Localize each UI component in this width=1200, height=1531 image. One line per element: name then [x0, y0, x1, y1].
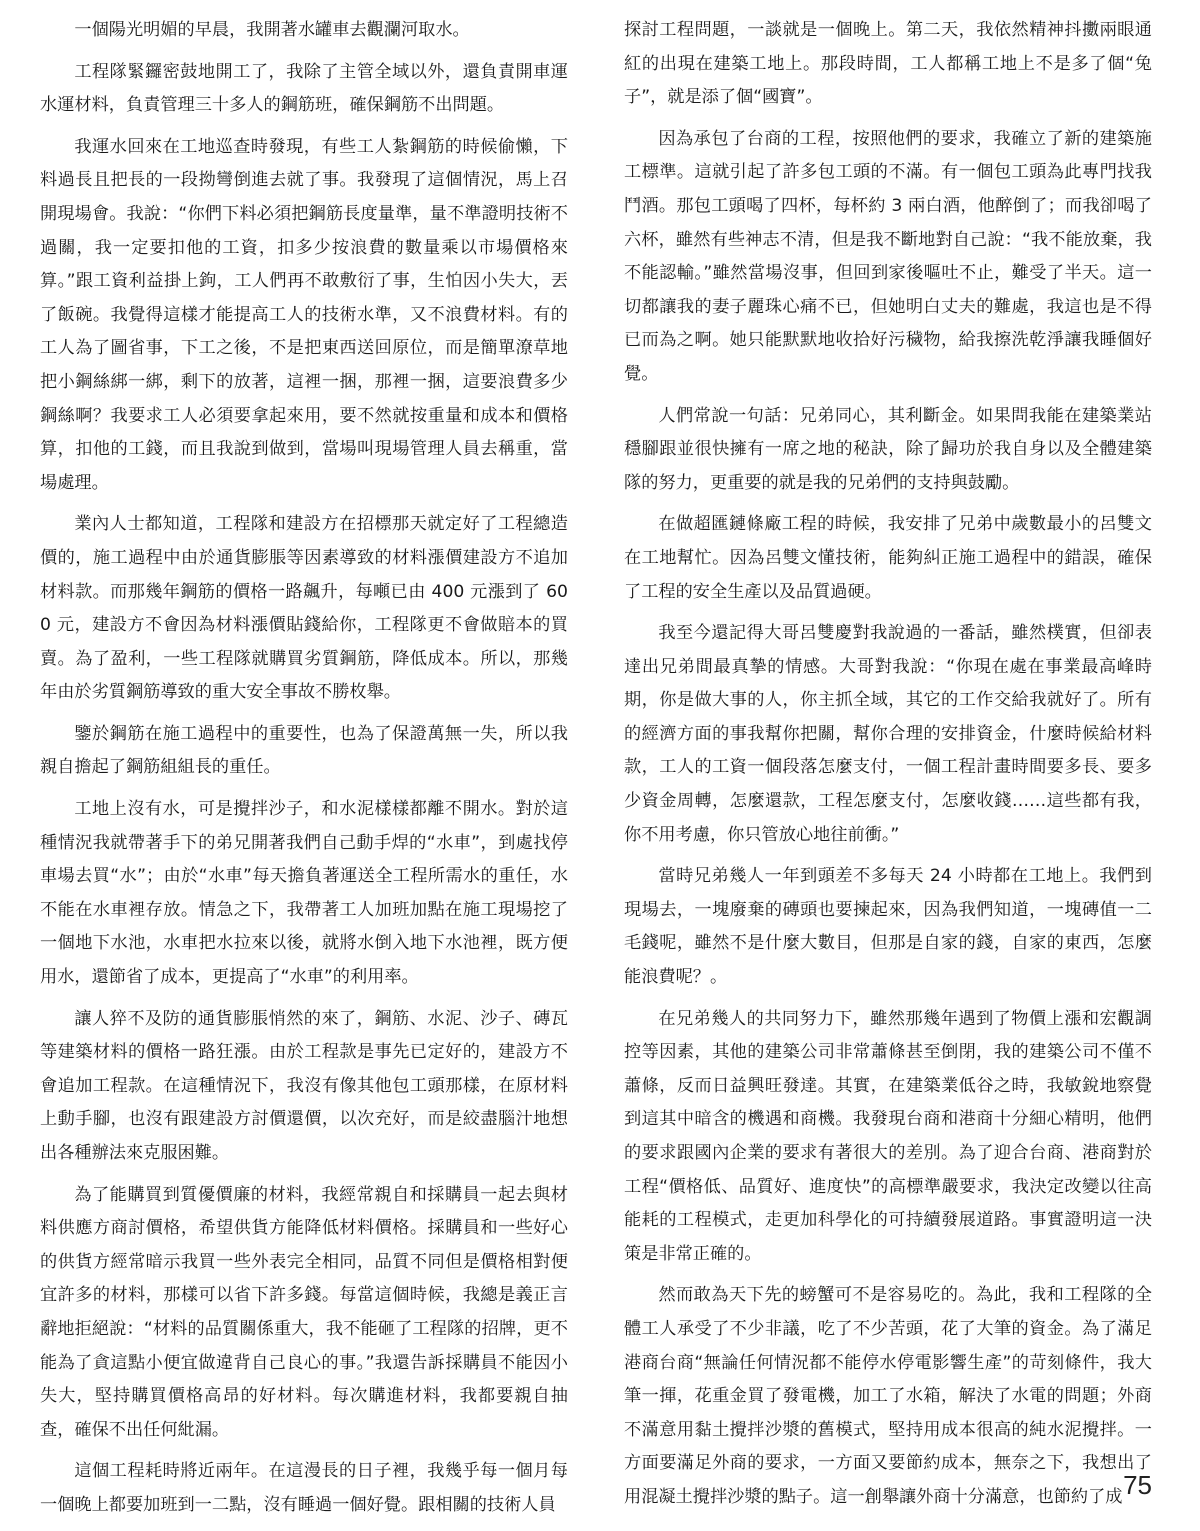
left-column: [40, 14, 568, 1531]
right-column: [624, 14, 1152, 1523]
paragraph: 工地上沒有水，可是攪拌沙子，和水泥樣樣都離不開水。對於這種情況我就帶著手下的弟兄開著我們自己動手焊的“水車”，到處找停車場去買“水”；由於“水車”每天擔負著運送全工程所需水的重任，水不能在水車裡存放。情急之下，我帶著工人加班加點在施工現場挖了一個地下水池，水車把水拉來以後，就將水倒入地下水池裡，既方便用水，還節省了成本，更提高了“水車”的利用率。: [40, 799, 568, 988]
paragraph: 在兄弟幾人的共同努力下，雖然那幾年遇到了物價上漲和宏觀調控等因素，其他的建築公司非常蕭條甚至倒閉，我的建築公司不僅不蕭條，反而日益興旺發達。其實，在建築業低谷之時，我敏銳地察覺到這其中暗含的機遇和商機。我發現台商和港商十分細心精明，他們的要求跟國內企業的要求有著很大的差別。為了迎合台商、港商對於工程“價格低、品質好、進度快”的高標準嚴要求，我決定改變以往高能耗的工程模式，走更加科學化的可持續發展道路。事實證明這一決策是非常正確的。: [624, 1008, 1152, 1264]
paragraph: 我至今還記得大哥呂雙慶對我說過的一番話，雖然樸實，但卻表達出兄弟間最真摯的情感。大哥對我說：“你現在處在事業最高峰時期，你是做大事的人，你主抓全域，其它的工作交給我就好了。所有的經濟方面的事我幫你把關，幫你合理的安排資金，什麼時候給材料款，工人的工資一個段落怎麼支付，一個工程計畫時間要多長、要多少資金周轉，怎麼還款，工程怎麼支付，怎麼收錢……這些都有我，你不用考慮，你只管放心地往前衝。”: [624, 623, 1152, 845]
paragraph: 然而敢為天下先的螃蟹可不是容易吃的。為此，我和工程隊的全體工人承受了不少非議，吃了不少苦頭，花了大筆的資金。為了滿足港商台商“無論任何情況都不能停水停電影響生產”的苛刻條件，我大筆一揮，花重金買了發電機，加工了水箱，解決了水電的問題；外商不滿意用黏土攪拌沙漿的舊模式，堅持用成本很高的純水泥攪拌。一方面要滿足外商的要求，一方面又要節約成本，無奈之下，我想出了用混凝土攪拌沙漿的點子。這一創舉讓外商十分滿意，也節約了成: [624, 1285, 1152, 1507]
paragraph: 在做超匯鏈條廠工程的時候，我安排了兄弟中歲數最小的呂雙文在工地幫忙。因為呂雙文懂技術，能夠糾正施工過程中的錯誤，確保了工程的安全生產以及品質過硬。: [624, 514, 1152, 602]
page-number: 75: [1123, 1470, 1152, 1500]
paragraph: 人們常說一句話：兄弟同心，其利斷金。如果問我能在建築業站穩腳跟並很快擁有一席之地的秘訣，除了歸功於我自身以及全體建築隊的努力，更重要的就是我的兄弟們的支持與鼓勵。: [624, 405, 1152, 493]
paragraph: 為了能購買到質優價廉的材料，我經常親自和採購員一起去與材料供應方商討價格，希望供貨方能降低材料價格。採購員和一些好心的供貨方經常暗示我買一些外表完全相同，品質不同但是價格相對便宜許多的材料，那樣可以省下許多錢。每當這個時候，我總是義正言辭地拒絕說：“材料的品質關係重大，我不能砸了工程隊的招牌，更不能為了貪這點小便宜做違背自己良心的事。”我還告訴採購員不能因小失大，堅持購買價格高昂的好材料。每次購進材料，我都要親自抽查，確保不出任何紕漏。: [40, 1184, 568, 1440]
paragraph: 鑒於鋼筋在施工過程中的重要性，也為了保證萬無一失，所以我親自擔起了鋼筋組組長的重任。: [40, 723, 568, 778]
paragraph: 當時兄弟幾人一年到頭差不多每天 24 小時都在工地上。我們到現場去，一塊廢棄的磚頭也要揀起來，因為我們知道，一塊磚值一二毛錢呢，雖然不是什麼大數目，但那是自家的錢，自家的東西，怎麼能浪費呢？。: [624, 866, 1152, 988]
paragraph: 一個陽光明媚的早晨，我開著水罐車去觀瀾河取水。: [74, 20, 470, 40]
paragraph-continuation: 探討工程問題，一談就是一個晚上。第二天，我依然精神抖擻兩眼通紅的出現在建築工地上。那段時間，工人都稱工地上不是多了個“兔子”，就是添了個“國寶”。: [624, 20, 1152, 108]
paragraph: 這個工程耗時將近兩年。在這漫長的日子裡，我幾乎每一個月每一個晚上都要加班到一二點，沒有睡過一個好覺。跟相關的技術人員: [40, 1461, 568, 1515]
paragraph: 讓人猝不及防的通貨膨脹悄然的來了，鋼筋、水泥、沙子、磚瓦等建築材料的價格一路狂漲。由於工程款是事先已定好的，建設方不會追加工程款。在這種情況下，我沒有像其他包工頭那樣，在原材料上動手腳，也沒有跟建設方討價還價，以次充好，而是絞盡腦汁地想出各種辦法來克服困難。: [40, 1008, 568, 1163]
paragraph: 業內人士都知道，工程隊和建設方在招標那天就定好了工程總造價的，施工過程中由於通貨膨脹等因素導致的材料漲價建設方不追加材料款。而那幾年鋼筋的價格一路飆升，每噸已由 400 元漲到了 600 元，建設方不會因為材料漲價貼錢給你，工程隊更不會做賠本的買賣。為了盈利，一些工程隊就購買劣質鋼筋，降低成本。所以，那幾年由於劣質鋼筋導致的重大安全事故不勝枚舉。: [40, 514, 568, 703]
paragraph: 我運水回來在工地巡查時發現，有些工人紮鋼筋的時候偷懶，下料過長且把長的一段拗彎倒進去就了事。我發現了這個情況，馬上召開現場會。我說：“你們下料必須把鋼筋長度量準，量不準證明技術不過關，我一定要扣他的工資，扣多少按浪費的數量乘以市場價格來算。”跟工資利益掛上鉤，工人們再不敢敷衍了事，生怕因小失大，丟了飯碗。我覺得這樣才能提高工人的技術水準，又不浪費材料。有的工人為了圖省事，下工之後，不是把東西送回原位，而是簡單潦草地把小鋼絲綁一綁，剩下的放著，這裡一捆，那裡一捆，這要浪費多少鋼絲啊？我要求工人必須要拿起來用，要不然就按重量和成本和價格算，扣他的工錢，而且我說到做到，當場叫現場管理人員去稱重，當場處理。: [40, 136, 568, 493]
paragraph: 工程隊緊鑼密鼓地開工了，我除了主管全域以外，還負責開車運水運材料，負責管理三十多人的鋼筋班，確保鋼筋不出問題。: [40, 61, 568, 116]
paragraph: 因為承包了台商的工程，按照他們的要求，我確立了新的建築施工標準。這就引起了許多包工頭的不滿。有一個包工頭為此專門找我鬥酒。那包工頭喝了四杯，每杯約 3 兩白酒，他醉倒了；而我卻喝了六杯，雖然有些神志不清，但是我不斷地對自己說：“我不能放棄，我不能認輸。”雖然當場沒事，但回到家後嘔吐不止，難受了半天。這一切都讓我的妻子麗珠心痛不已，但她明白丈夫的難處，我這也是不得已而為之啊。她只能默默地收拾好污穢物，給我擦洗乾淨讓我睡個好覺。: [624, 128, 1152, 384]
